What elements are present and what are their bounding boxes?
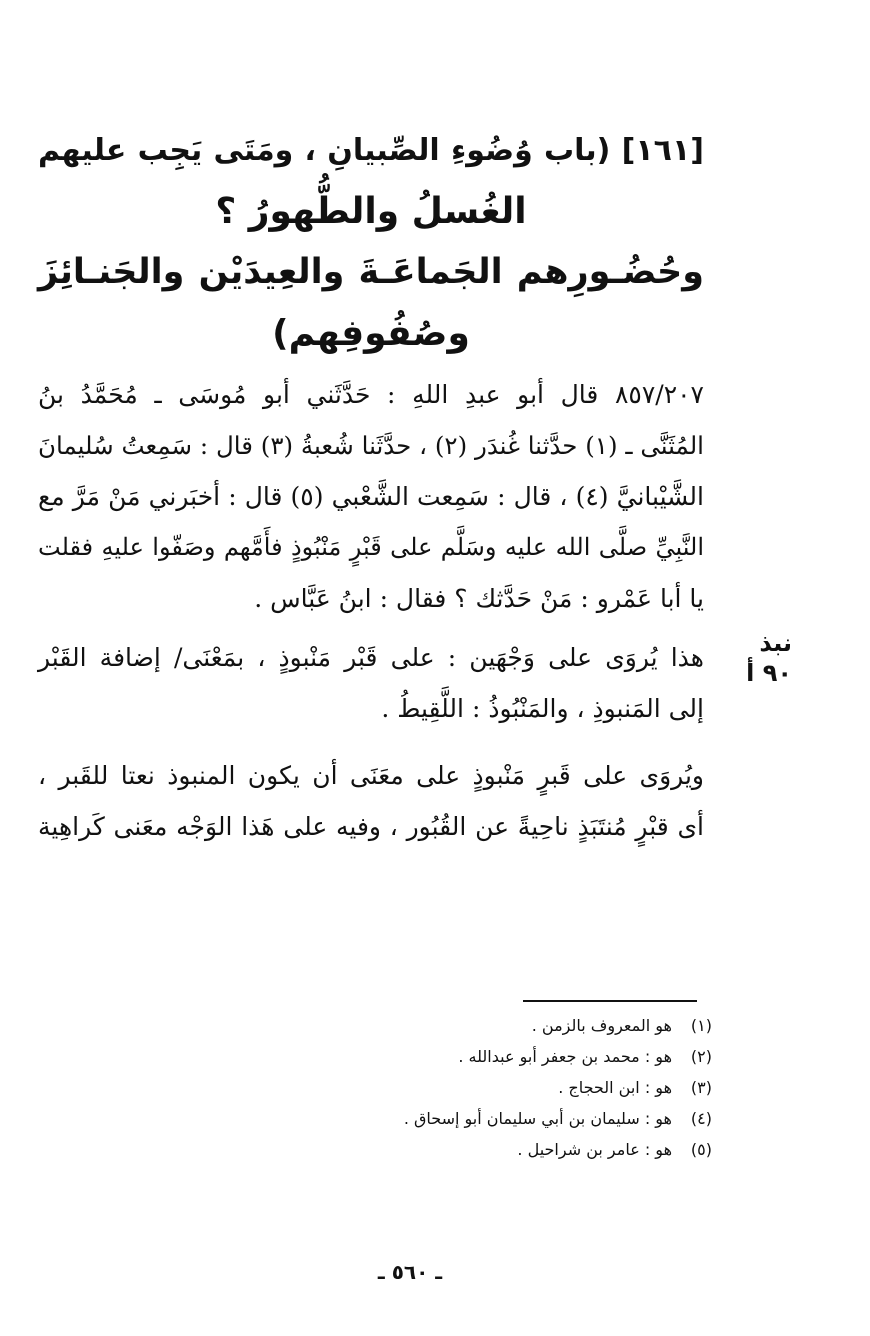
footnote-number: (٤) — [690, 1109, 712, 1128]
text-line: أى قبْرٍ مُنتَبَذٍ ناحِيةً عن القُبُور ، وفيه على هَذا الوَجْه معَنى كَراهِية — [38, 812, 704, 841]
footnote-text: هو : ابن الحجاج . — [558, 1078, 672, 1097]
footnote-divider — [523, 1000, 697, 1002]
footnote-item — [280, 1041, 712, 1072]
text-line: ويُروَى على قَبرٍ مَنْبوذٍ على معَنَى أن يكون المنبوذ نعتا للقَبر ، — [38, 761, 704, 790]
footnote-text: هو : سليمان بن أبي سليمان أبو إسحاق . — [403, 1109, 672, 1128]
footnote-number: (١) — [690, 1016, 712, 1035]
footnotes — [280, 1010, 712, 1165]
footnote-text: هو : محمد بن جعفر أبو عبدالله . — [458, 1047, 672, 1066]
margin-note-folio: ٩٠ أ — [746, 659, 792, 687]
footnote-text: هو المعروف بالزمن . — [531, 1016, 672, 1035]
hadith-paragraph — [38, 369, 704, 624]
footnote-text: هو : عامر بن شراحيل . — [517, 1140, 672, 1159]
margin-note — [732, 628, 792, 688]
heading-line: وصُفُوفِهم) — [272, 313, 470, 354]
text-line: الشَّيْبانيَّ (٤) ، قال : سَمِعت الشَّعْبي (٥) قال : أخبَرني مَنْ مَرَّ مع — [38, 482, 704, 511]
heading-line: [١٦١] (باب وُضُوءِ الصِّبيانِ ، ومَتَى يَجِب عليهم — [38, 133, 704, 168]
footnote-number: (٥) — [690, 1140, 712, 1159]
text-line: المُثَنَّى ـ (١) حدَّثنا غُندَر (٢) ، حدَّثَنا شُعبةُ (٣) قال : سَمِعتُ سُليمانَ — [38, 431, 704, 460]
text-line: ٨٥٧/٢٠٧ قال أبو عبدِ اللهِ : حَدَّثَني أبو مُوسَى ـ مُحَمَّدُ بنُ — [38, 380, 704, 409]
text-line: النَّبِيِّ صلَّى الله عليه وسَلَّم على قَبْرٍ مَنْبُوذٍ فأَمَّهم وصَفّوا عليهِ فقلت — [38, 533, 704, 561]
footnote-item — [280, 1134, 712, 1165]
footnote-number: (٣) — [690, 1078, 712, 1097]
heading-line: وحُضُـورِهم الجَماعَـةَ والعِيدَيْن والجَنـائِزَ — [38, 252, 704, 292]
chapter-heading — [38, 120, 704, 364]
footnote-item — [280, 1010, 712, 1041]
text-line: يا أبا عَمْرو : مَنْ حَدَّثك ؟ فقال : ابنُ عَبَّاس . — [254, 584, 704, 613]
text-line: إلى المَنبوذِ ، والمَنْبُوذُ : اللَّقِيطُ . — [381, 694, 704, 723]
footnote-item — [280, 1103, 712, 1134]
footnote-number: (٢) — [690, 1047, 712, 1066]
footnote-item — [280, 1072, 712, 1103]
margin-note-root: نبذ — [759, 629, 792, 657]
text-line: هذا يُروَى على وَجْهَين : على قَبْر مَنْبوذٍ ، بمَعْنَى/ إضافة القَبْر — [38, 643, 704, 672]
heading-line: الغُسلُ والطُّهورُ ؟ — [215, 191, 527, 232]
commentary-paragraph — [38, 632, 704, 734]
page-number: ـ ٥٦٠ ـ — [377, 1260, 443, 1284]
commentary-paragraph — [38, 750, 704, 852]
